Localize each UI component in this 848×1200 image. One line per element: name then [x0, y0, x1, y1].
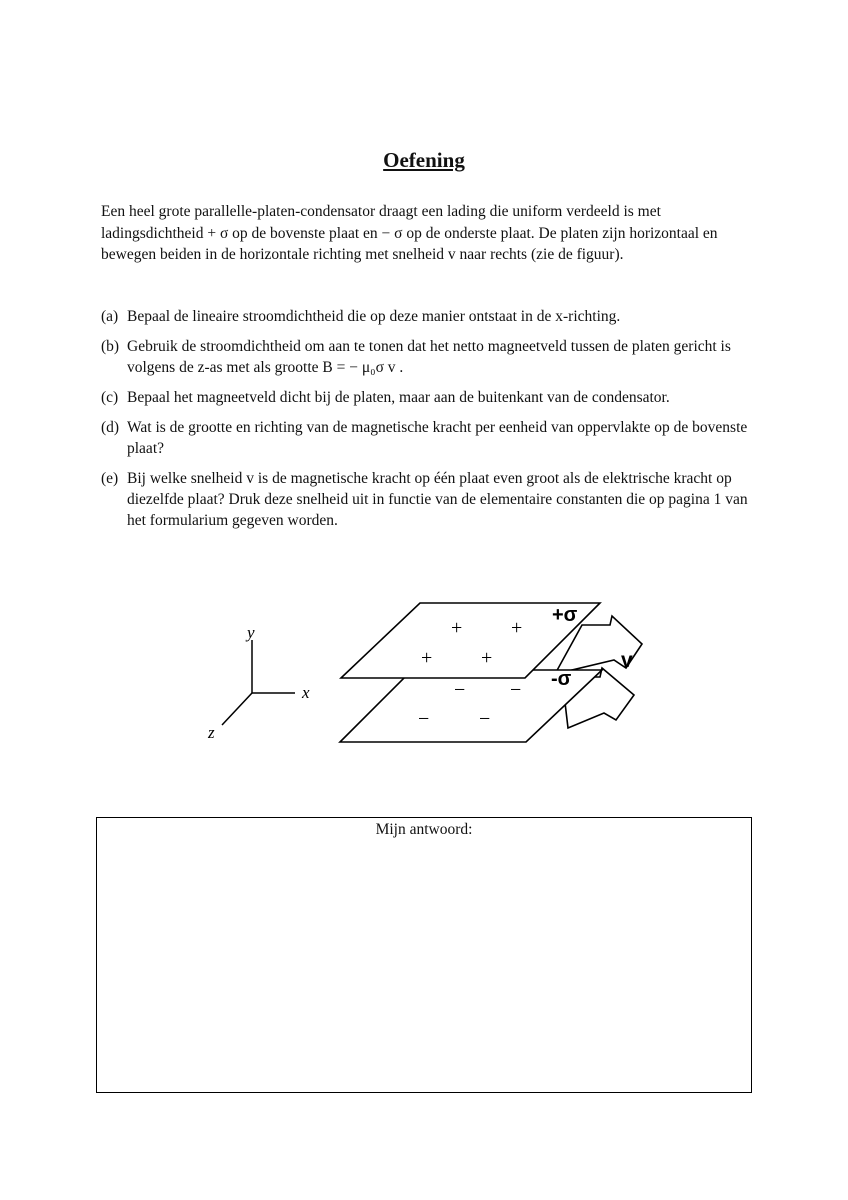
page-title: Oefening: [383, 148, 465, 172]
intro-paragraph: Een heel grote parallelle-platen-condensator draagt een lading die uniform verdeeld is met ladingsdichtheid + σ op de bovenste plaat en − σ op de onderste plaat. De platen zijn horizontaal en bewegen beiden in de horizontale richting met snelheid v naar rechts (zie de figuur).: [101, 203, 718, 263]
z-axis-label: z: [208, 723, 215, 742]
velocity-label: v: [621, 649, 633, 672]
minus-sign: −: [418, 708, 430, 730]
question-item: [101, 468, 761, 531]
question-item: [101, 306, 761, 327]
plus-sign: +: [421, 647, 433, 669]
question-label: (e): [101, 470, 119, 487]
question-text: Bij welke snelheid v is de magnetische kracht op één plaat even groot als de elektrische kracht op diezelfde plaat? Druk deze snelheid uit in functie van de elementaire constanten die op pagina 1 van het formularium gegeven worden.: [127, 470, 748, 529]
question-text: Gebruik de stroomdichtheid om aan te tonen dat het netto magneetveld tussen de platen gericht is volgens de z-as met als grootte B = − μ₀σ v .: [127, 338, 731, 376]
question-label: (c): [101, 389, 119, 406]
question-label: (b): [101, 338, 120, 355]
z-axis-line: [222, 693, 252, 725]
question-label: (a): [101, 308, 119, 325]
question-item: [101, 417, 761, 459]
x-axis-label: x: [302, 683, 310, 702]
capacitor-figure: [200, 590, 650, 760]
plus-sign: +: [511, 617, 523, 639]
minus-sign: −: [510, 679, 522, 701]
plus-sign: +: [451, 617, 463, 639]
question-item: [101, 387, 761, 408]
question-list: [101, 306, 761, 540]
minus-sign: −: [454, 679, 466, 701]
axes-diagram: [222, 640, 295, 725]
top-plate-charge-label: +σ: [552, 604, 578, 626]
question-text: Bepaal het magneetveld dicht bij de platen, maar aan de buitenkant van de condensator.: [127, 389, 670, 406]
answer-box[interactable]: [96, 817, 752, 1093]
y-axis-label: y: [247, 623, 255, 642]
plus-sign: +: [481, 647, 493, 669]
answer-label: Mijn antwoord:: [375, 821, 473, 838]
question-text: Bepaal de lineaire stroomdichtheid die op deze manier ontstaat in de x-richting.: [127, 308, 621, 325]
question-label: (d): [101, 419, 120, 436]
minus-sign: −: [479, 708, 491, 730]
question-text: Wat is de grootte en richting van de magnetische kracht per eenheid van oppervlakte op de bovenste plaat?: [127, 419, 748, 457]
bottom-plate-charge-label: -σ: [551, 668, 572, 690]
question-item: [101, 336, 761, 378]
